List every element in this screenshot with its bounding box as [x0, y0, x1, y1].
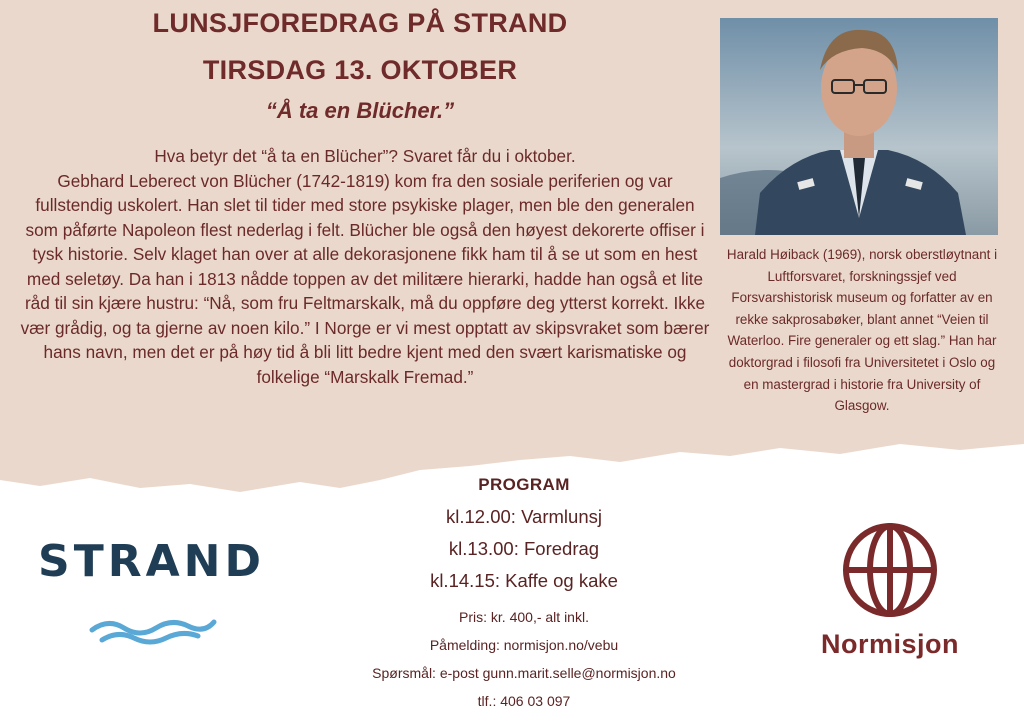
event-title: LUNSJFOREDRAG PÅ STRAND: [152, 8, 568, 38]
speaker-caption: Harald Høiback (1969), norsk oberstløytnant i Luftforsvaret, forskningssjef ved Forsvarshistorisk museum og forfatter av en rekke sakprosabøker, blant annet “Veien til Waterloo. Fire generaler og ett slag.” Han har doktorgrad i filosofi fra Universitetet i Oslo og en mastergrad i historie fra University of Glasgow.: [726, 247, 998, 414]
contact-email: Spørsmål: e-post gunn.marit.selle@normisjon.no: [372, 665, 676, 681]
program-item: kl.13.00: Foredrag: [448, 538, 600, 559]
program-heading: PROGRAM: [478, 475, 570, 494]
event-date: TIRSDAG 13. OKTOBER: [202, 55, 518, 85]
globe-icon: [840, 520, 940, 620]
main-paragraph: Gebhard Leberect von Blücher (1742-1819) kom fra den sosiale periferien og var fullstendig uskolert. Han slet til tider med store psykiske plager, men ble den generalen som påførte Napoleon flest nederlag i felt. Blücher ble også den høyest dekorerte offiser i tysk historie. Selv klaget han over at alle dekorasjonene fikk ham til å se ut som en hest med seletøy. Da han i 1813 nådde toppen av det militære hierarki, hadde han også et lite råd til sin kjære hustru: “Nå, som fru Feltmarskalk, må du oppføre deg ytterst korrekt. Ikke vær grådig, og ta gjerne av noen kilo.” I Norge er vi mest opptatt av skipsvraket som bærer hans navn, men det er på høy tid å bli litt bedre kjent med den svært karismatiske og folkelige “Marskalk Fremad.”: [20, 170, 710, 387]
speaker-photo: [720, 18, 998, 235]
strand-logo-text: STRAND: [38, 536, 265, 587]
registration-info: Påmelding: normisjon.no/vebu: [429, 637, 619, 653]
event-description: [20, 144, 710, 389]
normisjon-logo-text: Normisjon: [820, 629, 959, 659]
intro-paragraph: Hva betyr det “å ta en Blücher”? Svaret får du i oktober.: [154, 146, 576, 166]
program-section: [354, 475, 694, 715]
contact-phone: tlf.: 406 03 097: [477, 693, 571, 709]
normisjon-logo: [800, 520, 980, 660]
program-item: kl.14.15: Kaffe og kake: [430, 570, 618, 591]
wave-icon: [88, 608, 218, 648]
event-subtitle: “Å ta en Blücher.”: [265, 98, 455, 123]
program-item: kl.12.00: Varmlunsj: [446, 506, 602, 527]
price-info: Pris: kr. 400,- alt inkl.: [459, 609, 589, 625]
strand-logo: [38, 538, 270, 586]
